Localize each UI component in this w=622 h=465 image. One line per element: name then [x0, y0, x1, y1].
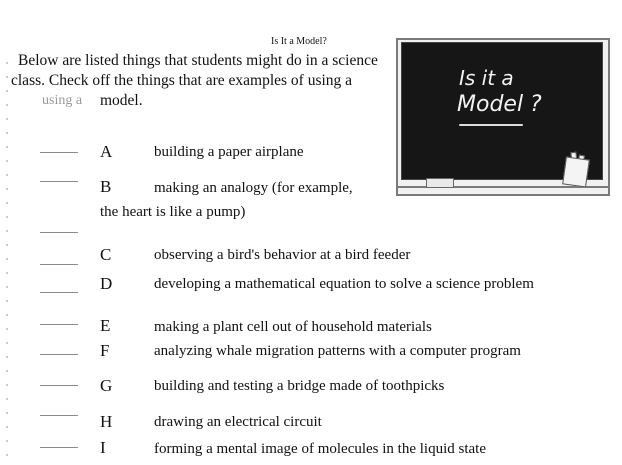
item-text: making a plant cell out of household materials	[154, 319, 432, 335]
answer-blank-e[interactable]	[40, 324, 78, 325]
item-text: building a paper airplane	[154, 144, 304, 160]
intro-line-2: class. Check off the things that are examples of using a	[11, 72, 353, 89]
item-letter: C	[100, 245, 112, 264]
answer-blank-h[interactable]	[40, 415, 78, 416]
item-letter: I	[100, 438, 106, 457]
item-text: building and testing a bridge made of toothpicks	[154, 378, 445, 394]
item-text: drawing an electrical circuit	[154, 414, 322, 430]
intro-line-1: Below are listed things that students might do in a science	[18, 52, 378, 69]
answer-blank-extra[interactable]	[40, 232, 78, 233]
item-letter: B	[100, 177, 112, 196]
item-letter: G	[100, 376, 113, 395]
answer-blank-a[interactable]	[40, 152, 78, 153]
item-letter: F	[100, 341, 110, 360]
item-text: analyzing whale migration patterns with a computer program	[154, 343, 521, 359]
item-text-continuation: the heart is like a pump)	[100, 204, 246, 220]
answer-blank-i[interactable]	[40, 447, 78, 448]
answer-blank-d[interactable]	[40, 292, 78, 293]
item-letter: H	[100, 412, 113, 431]
item-text: developing a mathematical equation to solve a science problem	[154, 276, 534, 292]
eraser-icon	[426, 178, 454, 188]
chalkboard-text-line-1: Is it a	[459, 66, 514, 90]
chalk-box-icon	[562, 156, 590, 187]
item-text: observing a bird's behavior at a bird feeder	[154, 247, 411, 263]
item-letter: E	[100, 316, 111, 335]
item-letter: A	[100, 142, 113, 161]
item-letter: D	[100, 274, 113, 293]
answer-blank-c[interactable]	[40, 264, 78, 265]
item-text: forming a mental image of molecules in the liquid state	[154, 441, 486, 457]
page-title: Is It a Model?	[271, 36, 327, 47]
chalk-underline	[459, 124, 523, 126]
intro-ghost-text: using a	[42, 93, 83, 108]
item-text: making an analogy (for example,	[154, 180, 353, 196]
answer-blank-g[interactable]	[40, 385, 78, 386]
chalkboard-text-line-2: Model ?	[457, 92, 542, 117]
answer-blank-b[interactable]	[40, 181, 78, 182]
intro-line-3: model.	[100, 92, 143, 109]
margin-dots	[5, 56, 9, 461]
answer-blank-f[interactable]	[40, 354, 78, 355]
